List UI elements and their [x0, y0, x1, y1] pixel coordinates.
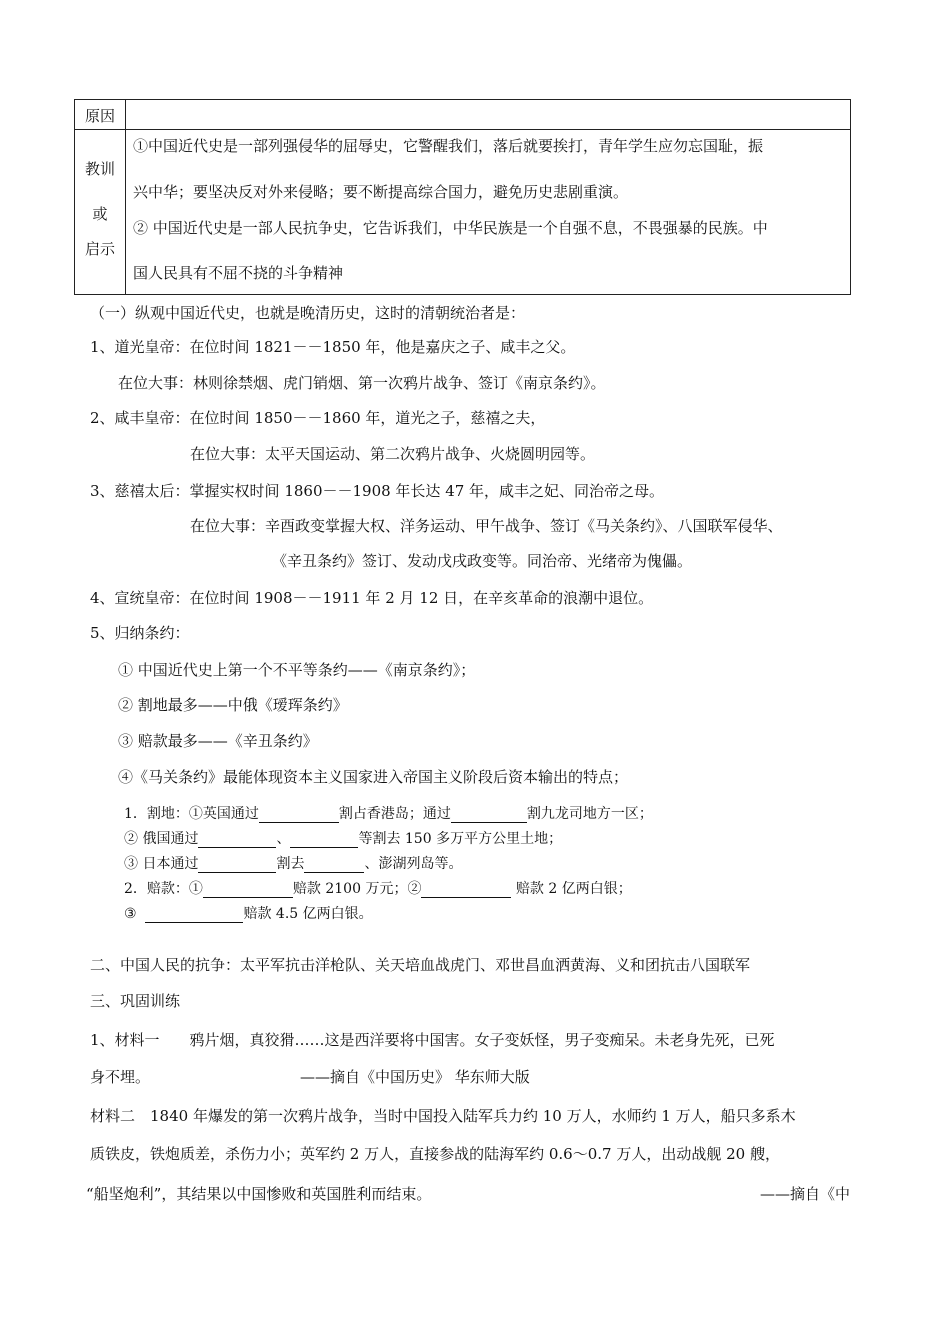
pay-line-1-part-3: 赔款 2 亿两白银； — [515, 881, 632, 897]
blank-field[interactable] — [203, 881, 293, 898]
lesson-line-2: 兴中华；要坚决反对外来侵略；要不断提高综合国力，避免历史悲剧重演。 — [133, 183, 629, 201]
material2-line-1: 材料二 1840 年爆发的第一次鸦片战争，当时中国投入陆军兵力约 10 万人，水师约 1 万人，船只多系木 — [90, 1107, 796, 1125]
pay-line-1-part-2: 赔款 2100 万元；② — [292, 881, 422, 897]
material1-line-1: 1、材料一 鸦片烟，真狡猾……这是西洋要将中国害。女子变妖怪，男子变痴呆。未老身先死，已死 — [90, 1031, 775, 1049]
blank-field[interactable] — [304, 856, 364, 873]
material2-line-3: “船坚炮利”，其结果以中国惨败和英国胜利而结束。 — [86, 1185, 432, 1203]
lesson-line-1: ①中国近代史是一部列强侵华的屈辱史，它警醒我们，落后就要挨打，青年学生应勿忘国耻，振 — [133, 137, 764, 155]
cede-line-1 — [124, 803, 653, 823]
empress-cixi-events-2: 《辛丑条约》签订、发动戊戌政变等。同治帝、光绪帝为傀儡。 — [272, 552, 693, 570]
row-head-lesson-3: 启示 — [84, 240, 115, 258]
section1-intro: （一）纵观中国近代史，也就是晚清历史，这时的清朝统治者是： — [90, 304, 526, 322]
cede-line-2 — [124, 828, 562, 848]
blank-field[interactable] — [198, 831, 276, 848]
emperor-xuantong: 4、宣统皇帝：在位时间 1908－－1911 年 2 月 12 日，在辛亥革命的浪潮中退位。 — [90, 589, 654, 607]
emperor-daoguang: 1、道光皇帝：在位时间 1821－－1850 年，他是嘉庆之子、咸丰之父。 — [90, 338, 576, 356]
cede-line-2-part-1: ② 俄国通过 — [124, 831, 199, 847]
empress-cixi: 3、慈禧太后：掌握实权时间 1860－－1908 年长达 47 年，咸丰之妃、同治帝之母。 — [90, 482, 665, 500]
pay-line-2-part-1: ③ — [124, 906, 137, 922]
section3-title: 三、巩固训练 — [90, 992, 181, 1010]
row-head-lesson-2: 或 — [92, 205, 108, 223]
blank-field[interactable] — [198, 856, 276, 873]
row-head-lesson-1: 教训 — [84, 160, 115, 178]
cede-line-3-part-3: 、澎湖列岛等。 — [364, 856, 463, 872]
blank-field[interactable] — [451, 806, 527, 823]
table-row-divider — [75, 129, 850, 130]
treaty-summary-title: 5、归纳条约： — [90, 624, 190, 642]
section2-text: 二、中国人民的抗争：太平军抗击洋枪队、关天培血战虎门、邓世昌血洒黄海、义和团抗击八国联军 — [90, 956, 751, 974]
material1-line-2: 身不埋。 — [90, 1068, 151, 1086]
blank-field[interactable] — [290, 831, 358, 848]
lesson-line-3: ② 中国近代史是一部人民抗争史，它告诉我们，中华民族是一个自强不息，不畏强暴的民族。中 — [133, 219, 768, 237]
cede-line-1-part-3: 割九龙司地方一区； — [526, 806, 653, 822]
cede-line-3-part-2: 割去 — [276, 856, 305, 872]
material1-source: ——摘自《中国历史》 华东师大版 — [300, 1068, 530, 1086]
cede-line-2-part-2: 、 — [276, 831, 291, 847]
blank-field[interactable] — [145, 906, 243, 923]
treaty-item-3: ③ 赔款最多——《辛丑条约》 — [118, 732, 318, 750]
summary-table — [74, 99, 851, 295]
material2-source: ——摘自《中 — [760, 1185, 851, 1203]
cede-line-2-part-3: 等割去 150 多万平方公里土地； — [358, 831, 563, 847]
empress-cixi-events-1: 在位大事：辛酉政变掌握大权、洋务运动、甲午战争、签订《马关条约》、八国联军侵华、 — [190, 517, 783, 535]
pay-line-1-part-1: 2．赔款：① — [124, 881, 203, 897]
pay-line-2 — [124, 903, 373, 923]
material2-line-2: 质铁皮，铁炮质差，杀伤力小；英军约 2 万人，直接参战的陆海军约 0.6～0.7 万人，出动战舰 20 艘， — [90, 1145, 780, 1163]
cede-line-1-part-2: 割占香港岛；通过 — [338, 806, 451, 822]
cede-line-3 — [124, 853, 462, 873]
treaty-item-4: ④《马关条约》最能体现资本主义国家进入帝国主义阶段后资本输出的特点； — [118, 768, 629, 786]
emperor-daoguang-events: 在位大事：林则徐禁烟、虎门销烟、第一次鸦片战争、签订《南京条约》。 — [118, 374, 606, 392]
row-head-cause: 原因 — [84, 107, 115, 125]
cede-line-1-part-1: 1．割地：①英国通过 — [124, 806, 259, 822]
lesson-line-4: 国人民具有不屈不挠的斗争精神 — [133, 264, 344, 282]
treaty-item-1: ① 中国近代史上第一个不平等条约——《南京条约》； — [118, 661, 476, 679]
emperor-xianfeng: 2、咸丰皇帝：在位时间 1850－－1860 年，道光之子，慈禧之夫， — [90, 409, 546, 427]
pay-line-2-part-2: 赔款 4.5 亿两白银。 — [243, 906, 373, 922]
emperor-xianfeng-events: 在位大事：太平天国运动、第二次鸦片战争、火烧圆明园等。 — [190, 445, 596, 463]
cede-line-3-part-1: ③ 日本通过 — [124, 856, 199, 872]
blank-field[interactable] — [421, 881, 511, 898]
pay-line-1 — [124, 878, 632, 898]
blank-field[interactable] — [259, 806, 339, 823]
treaty-item-2: ② 割地最多——中俄《瑷珲条约》 — [118, 696, 348, 714]
